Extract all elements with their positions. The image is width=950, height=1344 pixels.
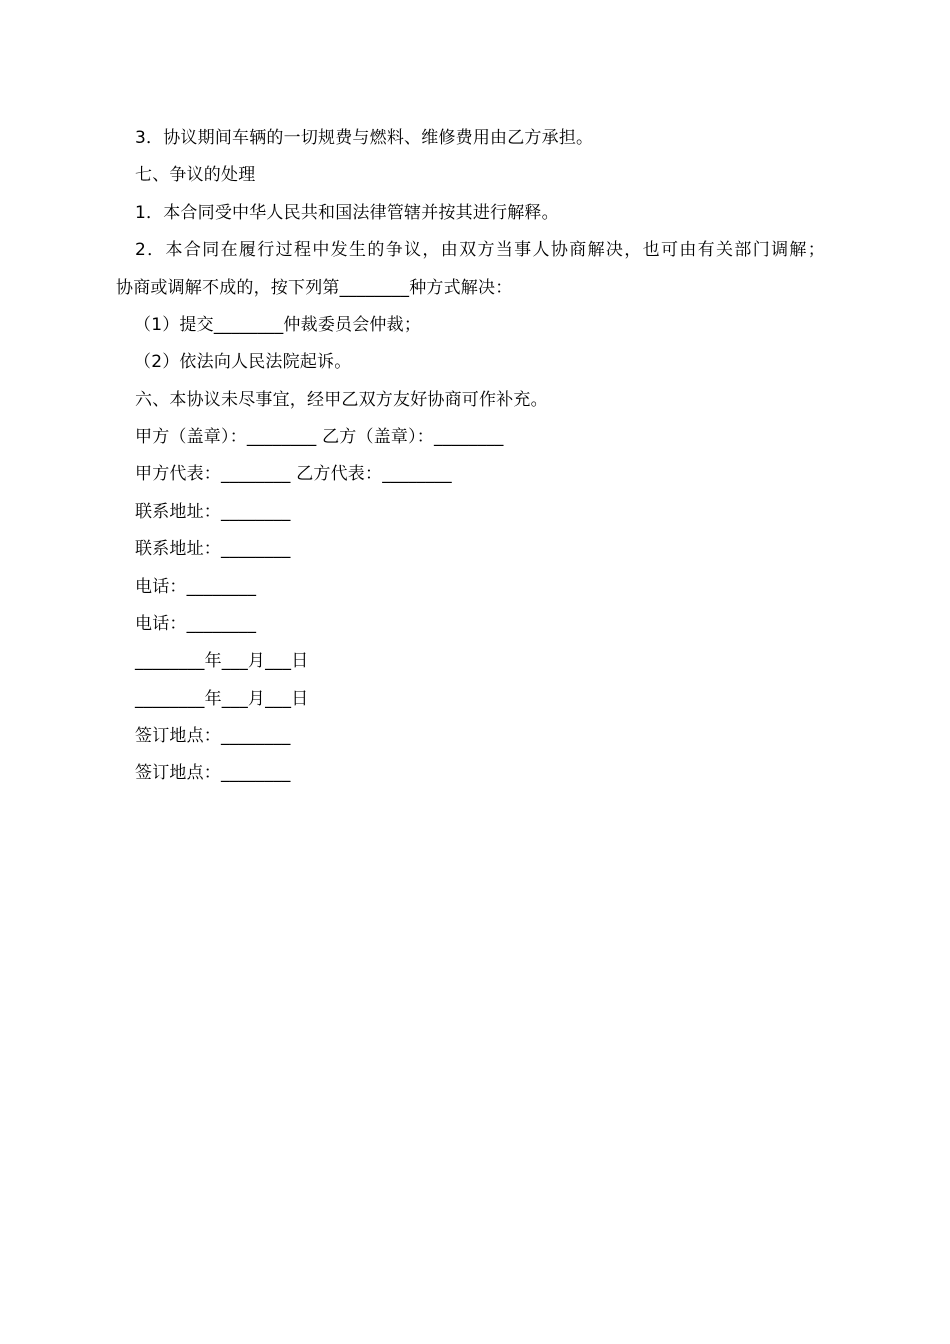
clause-1-law: 1．本合同受中华人民共和国法律管辖并按其进行解释。 <box>135 203 559 223</box>
clause-2-continuation: 协商或调解不成的，按下列第________种方式解决： <box>116 278 513 298</box>
section-7-heading: 七、争议的处理 <box>135 165 256 185</box>
party-b-phone: 电话：________ <box>135 614 257 634</box>
option-2-litigation: （2）依法向人民法院起诉。 <box>134 352 352 372</box>
party-seal-line: 甲方（盖章）：________ 乙方（盖章）：________ <box>135 427 504 447</box>
party-a-phone: 电话：________ <box>135 577 257 597</box>
party-b-signing-place: 签订地点：________ <box>135 763 291 783</box>
option-1-arbitration: （1）提交________仲裁委员会仲裁； <box>134 315 422 335</box>
party-b-address: 联系地址：________ <box>135 539 291 559</box>
section-6-supplement: 六、本协议未尽事宜，经甲乙双方友好协商可作补充。 <box>135 390 548 410</box>
party-a-signing-place: 签订地点：________ <box>135 726 291 746</box>
party-a-address: 联系地址：________ <box>135 502 291 522</box>
clause-3-fees: 3．协议期间车辆的一切规费与燃料、维修费用由乙方承担。 <box>135 128 594 148</box>
party-b-date: ________年___月___日 <box>135 689 309 709</box>
party-representative-line: 甲方代表：________ 乙方代表：________ <box>135 464 452 484</box>
clause-2-disputes: 2．本合同在履行过程中发生的争议，由双方当事人协商解决，也可由有关部门调解； <box>135 240 827 260</box>
party-a-date: ________年___月___日 <box>135 651 309 671</box>
